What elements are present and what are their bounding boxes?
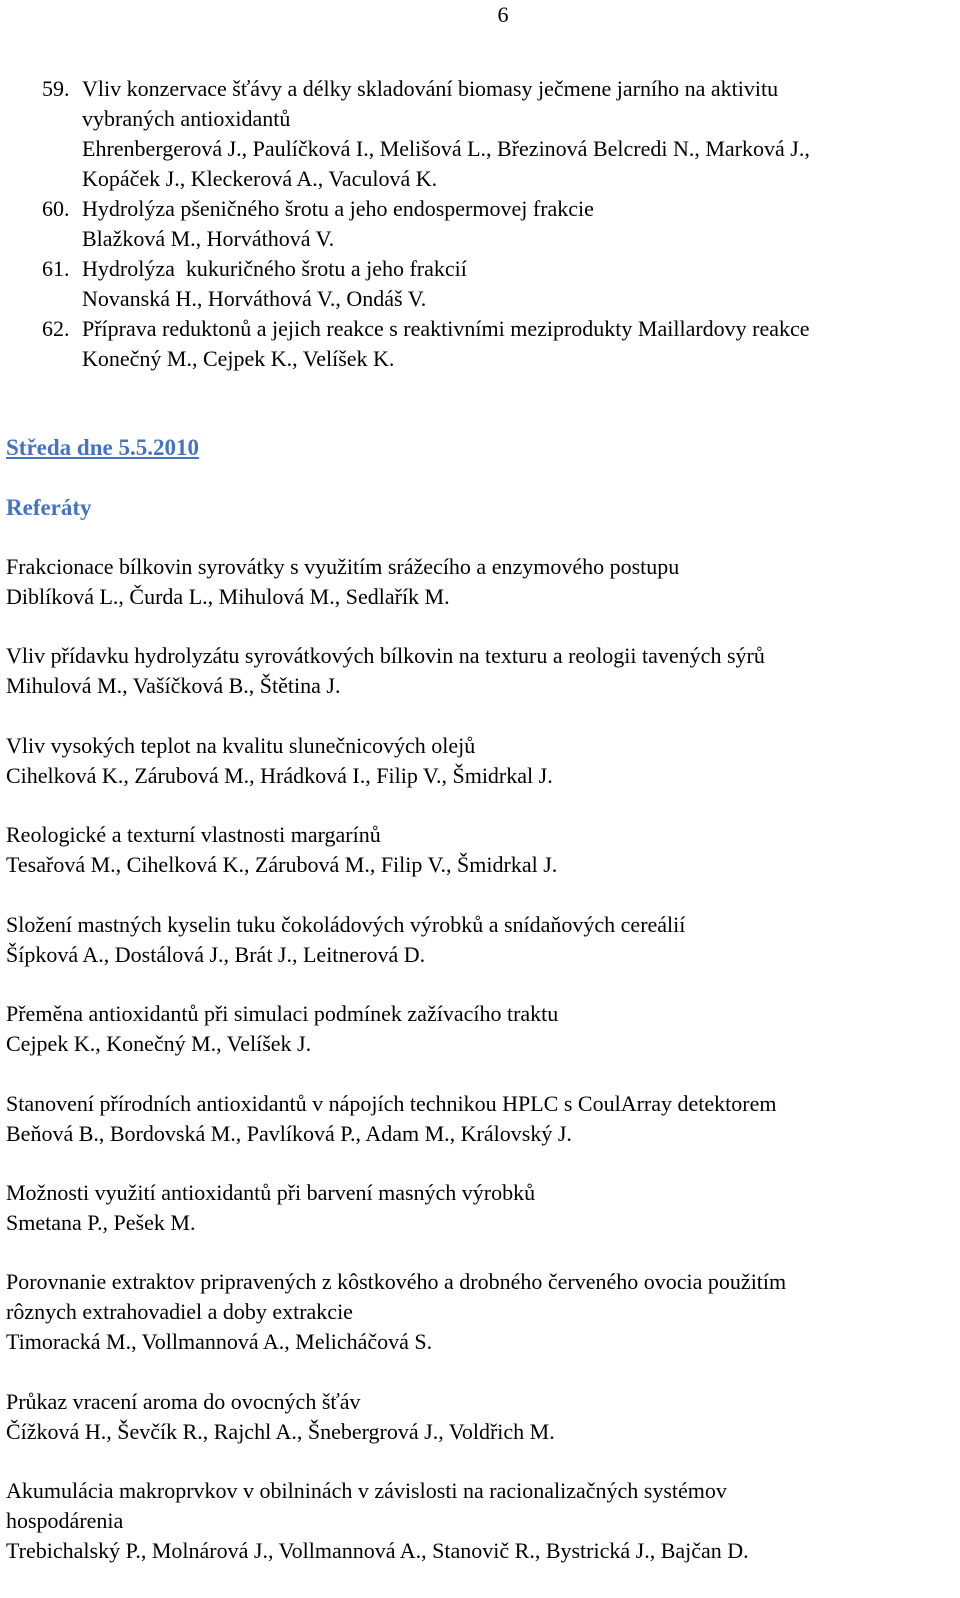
talk-title: Složení mastných kyselin tuku čokoládových výrobků a snídaňových cereálií <box>6 912 686 937</box>
talk-authors: Timoracká M., Vollmannová A., Melicháčová S. <box>6 1329 433 1354</box>
talk-authors: Cihelková K., Zárubová M., Hrádková I., Filip V., Šmidrkal J. <box>6 763 553 788</box>
talk-title: Reologické a texturní vlastnosti margarínů <box>6 822 381 847</box>
talk-authors: Trebichalský P., Molnárová J., Vollmannová A., Stanovič R., Bystrická J., Bajčan D. <box>6 1538 749 1563</box>
talk-authors: Cejpek K., Konečný M., Velíšek J. <box>6 1031 312 1056</box>
section-subheading: Referáty <box>6 495 92 520</box>
item-title-line: vybraných antioxidantů <box>82 106 291 131</box>
talk-title: Frakcionace bílkovin syrovátky s využitím srážecího a enzymového postupu <box>6 554 680 579</box>
talk-authors: Beňová B., Bordovská M., Pavlíková P., Adam M., Královský J. <box>6 1121 572 1146</box>
item-authors-line: Ehrenbergerová J., Paulíčková I., Melišová L., Březinová Belcredi N., Marková J., <box>82 136 810 161</box>
section-date-heading: Středa dne 5.5.2010 <box>6 435 199 460</box>
talk-title: Porovnanie extraktov pripravených z kôstkového a drobného červeného ovocia použitím <box>6 1269 787 1294</box>
item-authors-line: Kopáček J., Kleckerová A., Vaculová K. <box>82 166 438 191</box>
talk-authors: Šípková A., Dostálová J., Brát J., Leitnerová D. <box>6 942 426 967</box>
page-number: 6 <box>497 2 509 27</box>
item-title-line: Hydrolýza kukuričného šrotu a jeho frakcií <box>82 256 467 281</box>
item-number: 61. <box>42 256 70 281</box>
talk-title: Možnosti využití antioxidantů při barvení masných výrobků <box>6 1180 536 1205</box>
item-authors-line: Novanská H., Horváthová V., Ondáš V. <box>82 286 427 311</box>
item-authors-line: Blažková M., Horváthová V. <box>82 226 335 251</box>
talk-title: Přeměna antioxidantů při simulaci podmínek zažívacího traktu <box>6 1001 559 1026</box>
item-title-line: Hydrolýza pšeničného šrotu a jeho endospermovej frakcie <box>82 196 594 221</box>
talk-authors: Tesařová M., Cihelková K., Zárubová M., Filip V., Šmidrkal J. <box>6 852 558 877</box>
talk-authors: Čížková H., Ševčík R., Rajchl A., Šnebergrová J., Voldřich M. <box>6 1419 555 1444</box>
talk-authors: Mihulová M., Vašíčková B., Štětina J. <box>6 673 341 698</box>
item-number: 62. <box>42 316 70 341</box>
talk-title: hospodárenia <box>6 1508 124 1533</box>
item-title-line: Vliv konzervace šťávy a délky skladování biomasy ječmene jarního na aktivitu <box>82 76 779 101</box>
item-number: 60. <box>42 196 70 221</box>
talk-title: Akumulácia makroprvkov v obilninách v závislosti na racionalizačných systémov <box>6 1478 727 1503</box>
talk-title: Stanovení přírodních antioxidantů v nápojích technikou HPLC s CoulArray detektorem <box>6 1091 777 1116</box>
talk-title: rôznych extrahovadiel a doby extrakcie <box>6 1299 353 1324</box>
talk-title: Vliv vysokých teplot na kvalitu slunečnicových olejů <box>6 733 476 758</box>
talk-authors: Smetana P., Pešek M. <box>6 1210 196 1235</box>
item-number: 59. <box>42 76 70 101</box>
item-authors-line: Konečný M., Cejpek K., Velíšek K. <box>82 346 395 371</box>
item-title-line: Příprava reduktonů a jejich reakce s reaktivními meziprodukty Maillardovy reakce <box>82 316 810 341</box>
talk-title: Průkaz vracení aroma do ovocných šťáv <box>6 1389 361 1414</box>
talk-authors: Diblíková L., Čurda L., Mihulová M., Sedlařík M. <box>6 584 450 609</box>
talk-title: Vliv přídavku hydrolyzátu syrovátkových bílkovin na texturu a reologii tavených sýrů <box>6 643 765 668</box>
